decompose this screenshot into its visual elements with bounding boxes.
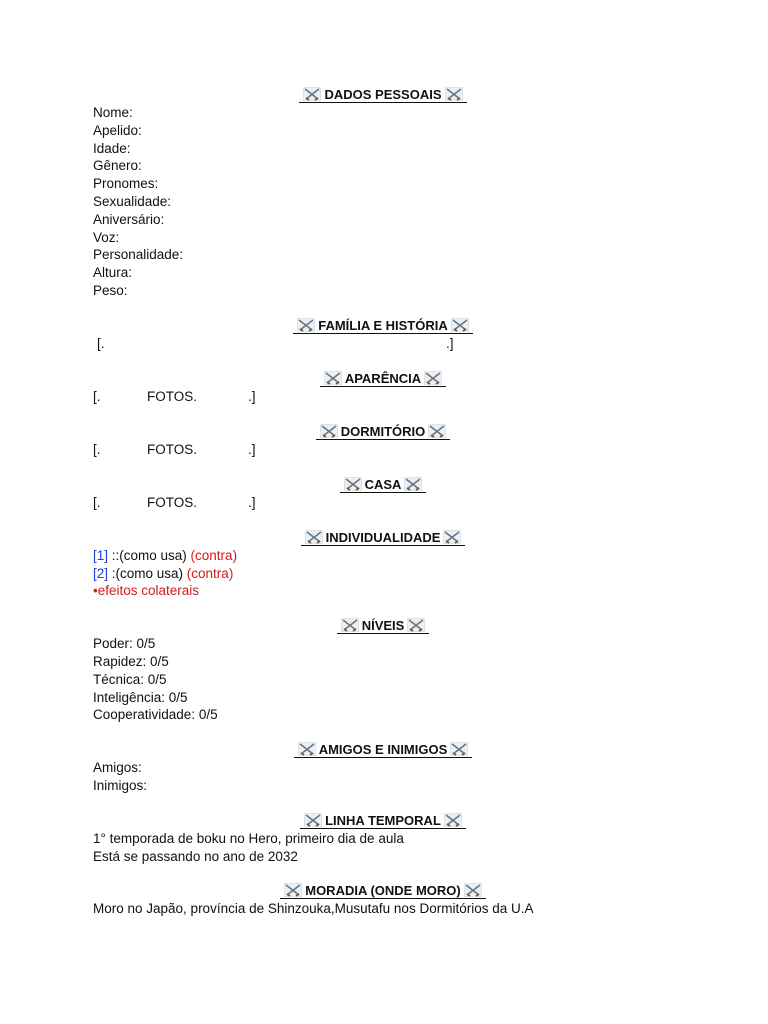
level-poder: Poder: 0/5 [93, 636, 156, 652]
field-personalidade: Personalidade: [93, 247, 184, 263]
heading-moradia: MORADIA (ONDE MORO) [93, 882, 673, 900]
crossed-swords-icon [344, 477, 362, 491]
crossed-swords-icon [284, 883, 302, 897]
field-pronomes: Pronomes: [93, 176, 159, 192]
field-genero: Gênero: [93, 158, 142, 174]
document-page [93, 86, 673, 918]
level-cooperatividade: Cooperatividade: 0/5 [93, 707, 218, 723]
quirk-contra: (contra) [186, 565, 234, 581]
field-idade: Idade: [93, 140, 131, 156]
heading-individualidade: INDIVIDUALIDADE [93, 529, 673, 547]
heading-dados-pessoais: DADOS PESSOAIS [93, 86, 673, 104]
bracket-close: .] [248, 441, 256, 457]
bracket-close: .] [248, 494, 256, 510]
fotos-label: FOTOS. [147, 441, 198, 457]
field-nome: Nome: [93, 105, 133, 120]
casa-photos [93, 494, 673, 512]
fotos-label: FOTOS. [147, 494, 198, 510]
crossed-swords-icon [445, 87, 463, 101]
field-apelido: Apelido: [93, 122, 142, 138]
crossed-swords-icon [464, 883, 482, 897]
crossed-swords-icon [324, 371, 342, 385]
field-altura: Altura: [93, 265, 133, 281]
heading-familia: FAMÍLIA E HISTÓRIA [93, 317, 673, 335]
familia-placeholder [93, 335, 673, 353]
fotos-label: FOTOS. [147, 388, 198, 404]
dados-fields [93, 104, 673, 300]
crossed-swords-icon [450, 742, 468, 756]
moradia-line-1: Moro no Japão, província de Shinzouka,Musutafu nos Dormitórios da U.A [93, 901, 534, 917]
quirk-side-effects: •efeitos colaterais [93, 583, 200, 599]
crossed-swords-icon [298, 742, 316, 756]
heading-aparencia: APARÊNCIA [93, 370, 673, 388]
quirk-contra: (contra) [190, 547, 238, 563]
crossed-swords-icon [424, 371, 442, 385]
crossed-swords-icon [303, 87, 321, 101]
crossed-swords-icon [297, 318, 315, 332]
bracket-close: .] [446, 335, 454, 351]
crossed-swords-icon [404, 477, 422, 491]
heading-niveis: NÍVEIS [93, 617, 673, 635]
quirk-usage: :(como usa) [108, 565, 187, 581]
heading-linha-temporal: LINHA TEMPORAL [93, 812, 673, 830]
field-voz: Voz: [93, 229, 120, 245]
quirk-usage: ::(como usa) [108, 547, 191, 563]
crossed-swords-icon [428, 424, 446, 438]
bracket-open: [. [93, 494, 101, 510]
crossed-swords-icon [304, 813, 322, 827]
field-amigos: Amigos: [93, 760, 142, 776]
quirk-number: [1] [93, 547, 109, 563]
heading-casa: CASA [93, 476, 673, 494]
crossed-swords-icon [341, 618, 359, 632]
crossed-swords-icon [443, 530, 461, 544]
field-inimigos: Inimigos: [93, 777, 148, 793]
bracket-open: [. [93, 441, 101, 457]
dormitorio-photos [93, 441, 673, 459]
bracket-open: [. [93, 388, 101, 404]
crossed-swords-icon [451, 318, 469, 332]
quirk-number: [2] [93, 565, 109, 581]
quirk-item-2 [93, 565, 673, 583]
niveis-list [93, 635, 673, 724]
level-inteligencia: Inteligência: 0/5 [93, 689, 188, 705]
crossed-swords-icon [305, 530, 323, 544]
bracket-open: [. [97, 335, 105, 351]
aparencia-photos [93, 388, 673, 406]
crossed-swords-icon [320, 424, 338, 438]
timeline-line-2: Está se passando no ano de 2032 [93, 848, 298, 864]
heading-dormitorio: DORMITÓRIO [93, 423, 673, 441]
crossed-swords-icon [444, 813, 462, 827]
level-tecnica: Técnica: 0/5 [93, 671, 167, 687]
timeline-line-1: 1° temporada de boku no Hero, primeiro dia de aula [93, 830, 404, 846]
field-sexualidade: Sexualidade: [93, 193, 172, 209]
quirk-item-1 [93, 547, 673, 565]
crossed-swords-icon [407, 618, 425, 632]
field-aniversario: Aniversário: [93, 211, 165, 227]
field-peso: Peso: [93, 282, 128, 298]
bracket-close: .] [248, 388, 256, 404]
heading-amigos: AMIGOS E INIMIGOS [93, 741, 673, 759]
level-rapidez: Rapidez: 0/5 [93, 653, 169, 669]
